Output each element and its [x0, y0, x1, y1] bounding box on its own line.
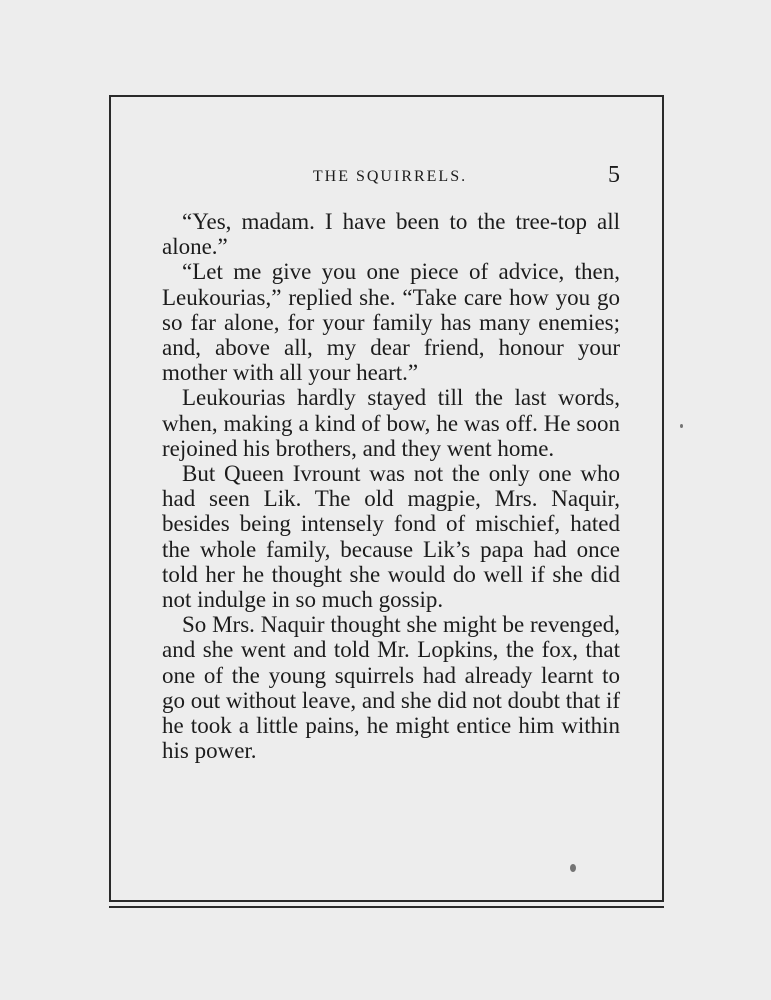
running-head: THE SQUIRRELS. — [312, 168, 468, 185]
paragraph: “Yes, madam. I have been to the tree-top all alone.” — [162, 209, 620, 260]
page-header — [160, 162, 620, 192]
paragraph: But Queen Ivrount was not the only one who had seen Lik. The old magpie, Mrs. Naquir, besides being intensely fond of mischief, hated the whole family, because Lik’s papa had once told her he thought she would do well if she did not indulge in so much gossip. — [162, 461, 620, 613]
paragraph: Leukourias hardly stayed till the last words, when, making a kind of bow, he was off. He soon rejoined his brothers, and they went home. — [162, 385, 620, 461]
ink-speck — [570, 864, 576, 872]
bottom-rule — [109, 906, 664, 908]
body-text — [162, 209, 620, 763]
page-number: 5 — [608, 162, 620, 188]
paragraph: “Let me give you one piece of advice, then, Leukourias,” replied she. “Take care how you go so far alone, for your family has many enemies; and, above all, my dear friend, honour your mother with all your heart.” — [162, 259, 620, 386]
paragraph: So Mrs. Naquir thought she might be revenged, and she went and told Mr. Lopkins, the fox, that one of the young squirrels had already learnt to go out without leave, and she did not doubt that if he took a little pains, he might entice him within his power. — [162, 612, 621, 764]
ink-speck — [680, 424, 683, 428]
